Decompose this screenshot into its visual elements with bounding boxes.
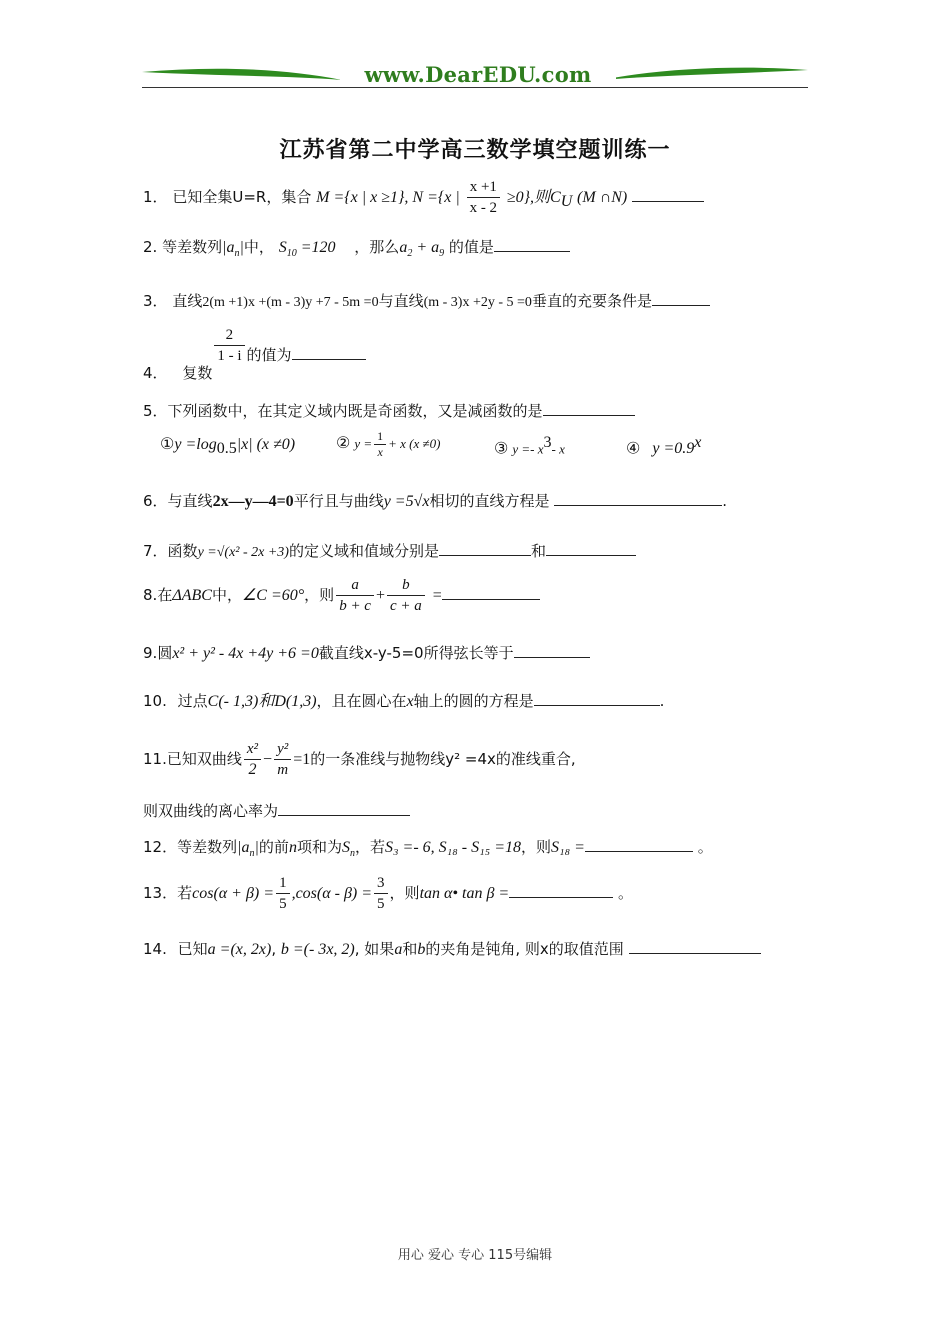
q12-text-c: 项和为 [296,838,342,856]
question-14 [143,938,761,959]
q14-text-a: 已知 [177,940,208,958]
q13-fraction-1: $\frac{1}{5}$ [276,874,290,913]
q1-number: 1． [143,188,168,206]
q14-a: a [394,941,403,958]
q13-cos-sum: cos(α + β) = [192,885,275,902]
question-2 [143,236,570,259]
q4-number: 4． [143,364,168,382]
q2-s10: $S_{10} =120$ [278,239,336,260]
question-6 [143,490,727,511]
q9-line: x-y-5=0 [363,644,424,662]
q10-text-b: ，且在圆心在 [316,692,407,710]
q6-text-b: 平行且与曲线 [293,492,384,510]
q8-plus: + [375,587,385,604]
q10-x: x [406,693,414,710]
q5-option-1: ①y $=\log_{0.5}|x|$ (x ≠0) [160,436,296,458]
q12-text-d: ，若 [354,838,385,856]
q5-answer-blank[interactable] [543,414,635,416]
question-5 [143,400,635,421]
q3-line-2: (m - 3)x +2y - 5 =0 [423,295,532,310]
q14-number: 14. [143,940,167,958]
q12-sn: $S_n$ [341,839,355,860]
q12-ask: S₁₈ = [551,839,585,856]
q2-text-d: 的值是 [448,238,494,256]
q1-text-b: U=R，集合 [232,188,312,206]
q12-text-b: 的前 [258,838,289,856]
q12-text-e: ，则 [521,838,552,856]
q12-n: n [288,839,297,856]
q14-x: x [539,940,549,958]
q2-text-a: 等差数列 [162,238,223,256]
q7-text-c: 和 [530,542,546,560]
header-rule [142,87,808,88]
q12-answer-blank[interactable] [585,850,693,852]
q1-answer-blank[interactable] [632,200,704,202]
q1-math-b: ≥0},则 [506,189,551,206]
q6-text-c: 相切的直线方程是 [429,492,550,510]
q11-text-c: 的准线重合, [495,750,576,768]
q11-line-2-text: 则双曲线的离心率为 [143,802,279,820]
q13-fraction-2: $\frac{3}{5}$ [374,874,388,913]
q8-text-c: ，则 [304,586,335,604]
question-12 [143,836,713,859]
q1-complement: C [550,189,561,206]
q8-answer-blank[interactable] [442,598,540,600]
q13-ask: tan α• tan β = [419,885,510,902]
q6-end: . [722,492,728,510]
question-1: 1． 已知全集U=R，集合 M ={x | x ≥1}, N ={x | $\frac{x +1}{x - 2}$ ≥0},则$C_U$ (M ∩N) [143,178,704,217]
q11-text-a: 已知双曲线 [166,750,242,768]
q10-number: 10. [143,692,167,710]
q4-fraction: $\frac{2}{1 - i}$ [214,326,244,365]
q5-option-4: ④ $y =0.9^x$ [626,434,702,458]
q3-number: 3． [143,292,168,310]
q7-answer-blank-2[interactable] [546,554,636,556]
q11-text-b: 的一条准线与抛物线 [310,750,446,768]
q6-answer-blank[interactable] [554,504,722,506]
q3-answer-blank[interactable] [652,304,710,306]
q13-number: 13． [143,884,178,902]
q3-line-1: 2(m +1)x +(m - 3)y +7 - 5m =0 [202,295,379,310]
q6-curve: y =5√x [383,493,430,510]
q2-answer-blank[interactable] [494,250,570,252]
q13-text-a: 若 [177,884,193,902]
question-8 [143,576,540,615]
q11-parabola: y² =4x [445,750,496,768]
q10-answer-blank[interactable] [534,704,660,706]
question-10 [143,688,664,711]
question-13 [143,874,633,913]
q4-answer-blank[interactable] [292,358,366,360]
q1-math-a: M ={x | x ≥1}, N ={x | [316,189,460,206]
q14-vector-a: a =(x, 2x) [207,941,272,958]
q1-math-d: (M ∩N) [577,189,628,206]
q8-triangle: ΔABC [172,587,212,604]
q2-text-c: ，那么 [354,238,400,256]
q11-equals: =1 [293,751,311,768]
question-9 [143,642,590,663]
q2-sequence: $|a_n|$ [222,239,244,260]
q3-text-c: 垂直的充要条件是 [531,292,652,310]
q13-answer-blank[interactable] [509,896,613,898]
q6-line: 2x—y—4=0 [212,493,294,510]
q13-text-b: ，则 [389,884,420,902]
q6-text-a: 与直线 [167,492,213,510]
q14-text-e: 的取值范围 [548,940,624,958]
q8-text-a: 在 [157,586,173,604]
q2-text-b: 中， [243,238,274,256]
q1-text-a: 已知全集 [172,188,233,206]
q9-circle: x² + y² - 4x +4y +6 =0 [172,645,319,662]
q3-text-b: 与直线 [378,292,424,310]
q9-text-b: 截直线 [318,644,364,662]
q5-option-2: ② y = $\frac{1}{x}$ + x (x ≠0) [336,429,441,459]
document-title: 江苏省第二中学高三数学填空题训练一 [279,138,671,163]
q4-text-b: 的值为 [246,346,292,364]
q14-separator: , [271,940,277,958]
page-footer: 用心 爱心 专心 115号编辑 [397,1248,553,1263]
q14-b: b [417,941,426,958]
q10-text-a: 过点 [177,692,208,710]
q12-end: 。 [697,838,713,856]
q7-text-a: 函数 [167,542,198,560]
q7-text-b: 的定义域和值域分别是 [288,542,439,560]
q11-fraction-2: $\frac{\text{y²}}{m}$ [274,740,291,779]
q10-text-c: 轴上的圆的方程是 [413,692,534,710]
q11-minus: − [263,751,273,768]
q5-option-3: ③ $y =- x^3-$ x [494,434,565,458]
q9-text-a: 圆 [157,644,173,662]
q6-number: 6． [143,492,168,510]
q8-fraction-1: $\frac{a}{b + c}$ [336,576,374,615]
right-leaf-swoosh [602,68,808,80]
q8-fraction-2: $\frac{b}{c + a}$ [387,576,425,615]
q12-text-a: 等差数列 [177,838,238,856]
q10-end: . [659,692,665,710]
q14-text-b: , 如果 [354,940,395,958]
q13-cos-diff: ,cos(α - β) = [291,885,373,902]
q12-condition: S₃ =- 6, S₁₈ - S₁₅ =18 [384,839,522,856]
q8-equals: = [432,587,442,604]
site-url[interactable]: www.DearEDU.com [340,62,616,87]
q11-number: 11. [143,750,167,768]
q8-angle: ∠C =60° [241,587,305,604]
question-11-line-2 [143,800,410,821]
q1-fraction: $\frac{x +1}{x - 2}$ [467,178,501,217]
q9-number: 9. [143,644,158,662]
q7-answer-blank-1[interactable] [439,554,531,556]
q11-answer-blank[interactable] [278,814,410,816]
q7-number: 7． [143,542,168,560]
q10-points: C(- 1,3)和D(1,3) [207,693,317,710]
left-leaf-swoosh [142,69,342,80]
q8-number: 8. [143,586,158,604]
question-11 [143,740,576,779]
q5-number: 5． [143,402,168,420]
q2-number: 2. [143,238,158,256]
question-3 [143,290,710,311]
q3-text-a: 直线 [172,292,203,310]
question-7 [143,540,636,561]
q8-text-b: 中， [211,586,242,604]
q5-text: 下列函数中，在其定义域内既是奇函数，又是减函数的是 [167,402,543,420]
q14-vector-b: b =(- 3x, 2) [280,941,355,958]
q13-end: 。 [618,884,634,902]
q2-expression: $a_2 + a_9$ [399,239,445,260]
question-4 [143,326,366,382]
q14-text-c: 和 [402,940,418,958]
q14-answer-blank[interactable] [629,952,761,954]
q14-text-d: 的夹角是钝角, 则 [425,940,540,958]
q4-text-a: 复数 [182,364,213,382]
q11-fraction-1: $\frac{\text{x²}}{2}$ [244,740,261,779]
q7-function: y =√(x² - 2x +3) [197,545,289,560]
q9-text-c: 所得弦长等于 [423,644,514,662]
q12-number: 12． [143,838,178,856]
q12-sequence: $|a_n|$ [237,839,259,860]
q9-answer-blank[interactable] [514,656,590,658]
